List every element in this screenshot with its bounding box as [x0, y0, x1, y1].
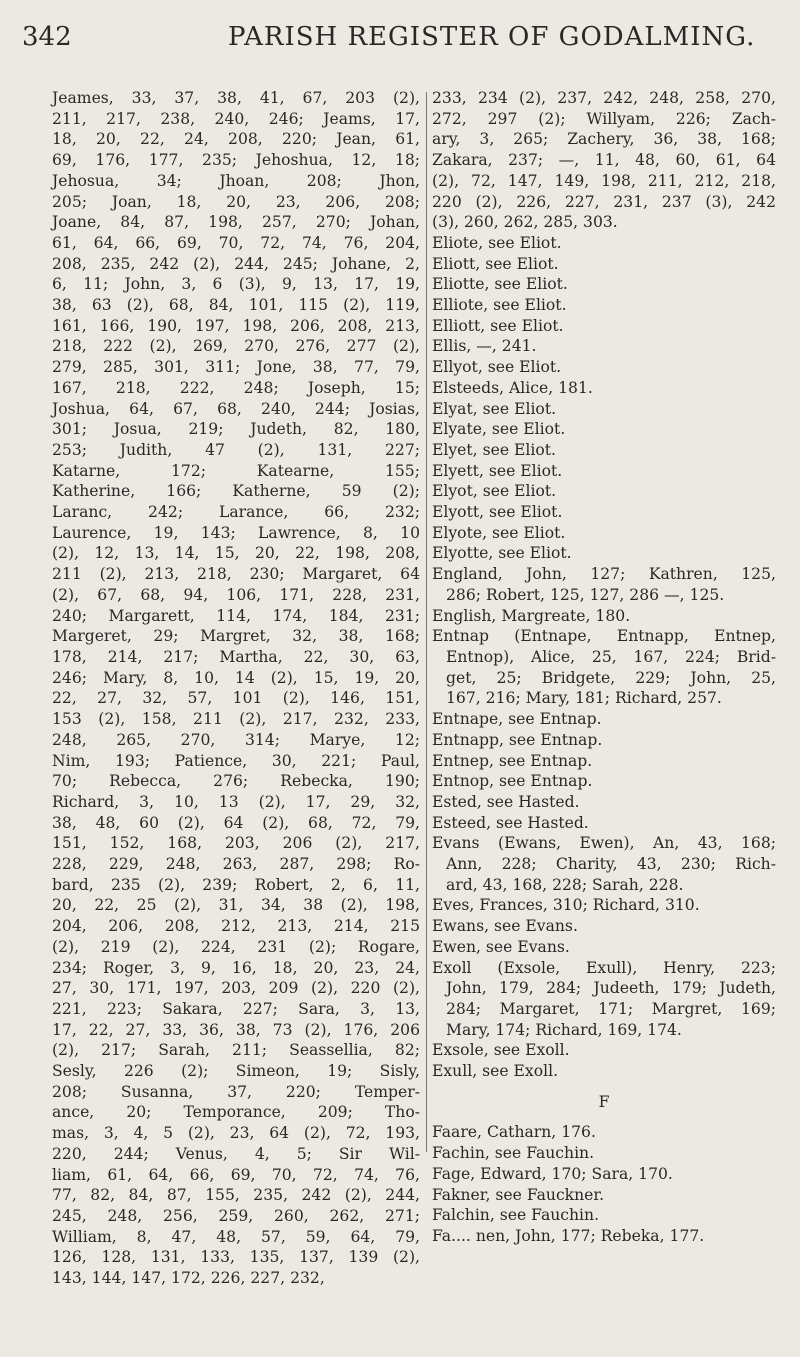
index-line: Laurence, 19, 143; Lawrence, 8, 10 [52, 523, 420, 542]
index-line: Sesly, 226 (2); Simeon, 19; Sisly, [52, 1062, 420, 1081]
index-line: 167, 216; Mary, 181; Richard, 257. [446, 689, 722, 708]
index-line: 228, 229, 248, 263, 287, 298; Ro- [52, 855, 420, 874]
page-title: PARISH REGISTER OF GODALMING. [228, 22, 756, 52]
index-line: Falchin, see Fauchin. [432, 1206, 600, 1225]
index-line: Exull, see Exoll. [432, 1062, 559, 1081]
index-line: Joshua, 64, 67, 68, 240, 244; Josias, [52, 399, 420, 418]
index-entry [432, 958, 776, 1041]
index-line: Ellyot, see Eliot. [432, 358, 562, 377]
index-entry [432, 916, 776, 937]
index-line: England, John, 127; Kathren, 125, [432, 565, 776, 584]
index-entry [432, 730, 776, 751]
index-entry [432, 88, 776, 233]
left-column [52, 88, 420, 1289]
index-line: 221, 223; Sakara, 227; Sara, 3, 13, [52, 999, 420, 1018]
index-line: 205; Joan, 18, 20, 23, 206, 208; [52, 192, 420, 211]
index-line: 17, 22, 27, 33, 36, 38, 73 (2), 176, 206 [52, 1020, 420, 1039]
index-line: 27, 30, 171, 197, 203, 209 (2), 220 (2), [52, 979, 420, 998]
index-entry [432, 771, 776, 792]
index-line: 218, 222 (2), 269, 270, 276, 277 (2), [52, 337, 420, 356]
index-line: Entnop, see Entnap. [432, 772, 593, 791]
index-line: mas, 3, 4, 5 (2), 23, 64 (2), 72, 193, [52, 1124, 420, 1143]
index-entry [432, 564, 776, 605]
index-line: English, Margreate, 180. [432, 606, 631, 625]
index-line: ard, 43, 168, 228; Sarah, 228. [446, 875, 684, 894]
index-line: 272, 297 (2); Willyam, 226; Zach- [432, 109, 776, 128]
index-line: 38, 48, 60 (2), 64 (2), 68, 72, 79, [52, 813, 420, 832]
index-line: Fa.... nen, John, 177; Rebeka, 177. [432, 1226, 705, 1245]
index-line: 70; Rebecca, 276; Rebecka, 190; [52, 772, 420, 791]
index-entry [432, 1122, 776, 1143]
index-line: Fakner, see Fauckner. [432, 1185, 605, 1204]
index-entry [432, 481, 776, 502]
index-line: Fachin, see Fauchin. [432, 1144, 595, 1163]
index-line: 286; Robert, 125, 127, 286 —, 125. [446, 585, 725, 604]
index-line: 38, 63 (2), 68, 84, 101, 115 (2), 119, [52, 296, 420, 315]
index-entry [432, 316, 776, 337]
index-line: Mary, 174; Richard, 169, 174. [446, 1020, 682, 1039]
index-line: 153 (2), 158, 211 (2), 217, 232, 233, [52, 710, 420, 729]
index-line: Eves, Frances, 310; Richard, 310. [432, 896, 700, 915]
index-entry [432, 336, 776, 357]
index-line: William, 8, 47, 48, 57, 59, 64, 79, [52, 1227, 420, 1246]
index-entry [432, 254, 776, 275]
index-line: Evans (Ewans, Ewen), An, 43, 168; [432, 834, 776, 853]
column-divider [426, 92, 427, 1152]
index-line: Eliott, see Eliot. [432, 254, 559, 273]
index-line: Katherine, 166; Katherne, 59 (2); [52, 482, 420, 501]
index-line: Elyote, see Eliot. [432, 523, 566, 542]
index-line: bard, 235 (2), 239; Robert, 2, 6, 11, [52, 875, 420, 894]
index-line: 208, 235, 242 (2), 244, 245; Johane, 2, [52, 254, 420, 273]
index-line: Ellis, —, 241. [432, 337, 537, 356]
right-column [432, 88, 776, 1247]
index-line: 151, 152, 168, 203, 206 (2), 217, [52, 834, 420, 853]
index-line: Fage, Edward, 170; Sara, 170. [432, 1164, 673, 1183]
index-line: Nim, 193; Patience, 30, 221; Paul, [52, 751, 420, 770]
index-line: Faare, Catharn, 176. [432, 1123, 596, 1142]
index-entry [432, 1226, 776, 1247]
index-line: 301; Josua, 219; Judeth, 82, 180, [52, 420, 420, 439]
index-line: Elyet, see Eliot. [432, 440, 556, 459]
index-entry [432, 709, 776, 730]
index-line: Joane, 84, 87, 198, 257, 270; Johan, [52, 213, 420, 232]
index-line: Esteed, see Hasted. [432, 813, 589, 832]
index-entry [432, 233, 776, 254]
index-line: 220 (2), 226, 227, 231, 237 (3), 242 [432, 192, 776, 211]
index-entry [432, 833, 776, 895]
index-line: Elyett, see Eliot. [432, 461, 563, 480]
index-entry [432, 813, 776, 834]
index-line: 220, 244; Venus, 4, 5; Sir Wil- [52, 1144, 420, 1163]
index-line: 211, 217, 238, 240, 246; Jeams, 17, [52, 109, 420, 128]
index-line: 211 (2), 213, 218, 230; Margaret, 64 [52, 565, 420, 584]
index-entry [432, 751, 776, 772]
index-line: Ewans, see Evans. [432, 917, 578, 936]
index-line: Zakara, 237; —, 11, 48, 60, 61, 64 [432, 151, 776, 170]
index-line: Richard, 3, 10, 13 (2), 17, 29, 32, [52, 792, 420, 811]
index-entry [432, 1205, 776, 1226]
index-line: (2), 219 (2), 224, 231 (2); Rogare, [52, 937, 420, 956]
index-entry [432, 1040, 776, 1061]
index-line: 161, 166, 190, 197, 198, 206, 208, 213, [52, 316, 420, 335]
index-line: get, 25; Bridgete, 229; John, 25, [446, 668, 776, 687]
index-entry [432, 792, 776, 813]
index-line: liam, 61, 64, 66, 69, 70, 72, 74, 76, [52, 1165, 420, 1184]
index-entry [432, 1164, 776, 1185]
index-line: ary, 3, 265; Zachery, 36, 38, 168; [432, 130, 776, 149]
index-entry [432, 543, 776, 564]
index-line: (2), 12, 13, 14, 15, 20, 22, 198, 208, [52, 544, 420, 563]
index-line: John, 179, 284; Judeeth, 179; Judeth, [446, 979, 776, 998]
index-entry [432, 895, 776, 916]
section-letter-heading: F [598, 1092, 610, 1111]
index-entry [432, 937, 776, 958]
index-line: 284; Margaret, 171; Margret, 169; [446, 999, 776, 1018]
index-line: (3), 260, 262, 285, 303. [432, 213, 618, 232]
index-line: 240; Margarett, 114, 174, 184, 231; [52, 606, 420, 625]
index-line: 20, 22, 25 (2), 31, 34, 38 (2), 198, [52, 896, 420, 915]
index-entry [432, 626, 776, 709]
index-line: 245, 248, 256, 259, 260, 262, 271; [52, 1206, 420, 1225]
index-entry [432, 440, 776, 461]
index-line: Ann, 228; Charity, 43, 230; Rich- [446, 855, 776, 874]
index-line: (2), 72, 147, 149, 198, 211, 212, 218, [432, 171, 776, 190]
index-line: Katarne, 172; Katearne, 155; [52, 461, 420, 480]
index-line: Elliott, see Eliot. [432, 316, 564, 335]
index-line: 279, 285, 301, 311; Jone, 38, 77, 79, [52, 358, 420, 377]
index-line: 233, 234 (2), 237, 242, 248, 258, 270, [432, 89, 776, 107]
index-line: Exsole, see Exoll. [432, 1041, 570, 1060]
index-line: Elyotte, see Eliot. [432, 544, 572, 563]
index-line: 208; Susanna, 37, 220; Temper- [52, 1082, 420, 1101]
index-line: 22, 27, 32, 57, 101 (2), 146, 151, [52, 689, 420, 708]
index-line: 253; Judith, 47 (2), 131, 227; [52, 440, 420, 459]
index-line: Elyot, see Eliot. [432, 482, 557, 501]
index-entry [432, 461, 776, 482]
index-entry [432, 523, 776, 544]
index-entry [432, 399, 776, 420]
index-line: Entnap (Entnape, Entnapp, Entnep, [432, 627, 776, 646]
index-line: Elyat, see Eliot. [432, 399, 557, 418]
index-line: 167, 218, 222, 248; Joseph, 15; [52, 378, 420, 397]
index-line: (2), 67, 68, 94, 106, 171, 228, 231, [52, 585, 420, 604]
index-line: Elliote, see Eliot. [432, 296, 567, 315]
index-line: Elyott, see Eliot. [432, 503, 563, 522]
index-entry [432, 502, 776, 523]
index-line: Elsteeds, Alice, 181. [432, 378, 593, 397]
index-line: Entnep, see Entnap. [432, 751, 593, 770]
index-entry [432, 606, 776, 627]
index-line: 6, 11; John, 3, 6 (3), 9, 13, 17, 19, [52, 275, 420, 294]
index-line: Jeames, 33, 37, 38, 41, 67, 203 (2), [52, 89, 420, 107]
index-line: Entnapp, see Entnap. [432, 730, 603, 749]
index-line: Margeret, 29; Margret, 32, 38, 168; [52, 627, 420, 646]
page-number: 342 [22, 22, 72, 52]
index-line: ance, 20; Temporance, 209; Tho- [52, 1103, 420, 1122]
index-line: 18, 20, 22, 24, 208, 220; Jean, 61, [52, 130, 420, 149]
index-line: Eliote, see Eliot. [432, 233, 562, 252]
index-line: Elyate, see Eliot. [432, 420, 566, 439]
index-line: 77, 82, 84, 87, 155, 235, 242 (2), 244, [52, 1186, 420, 1205]
index-line: Ested, see Hasted. [432, 792, 580, 811]
index-line: 234; Roger, 3, 9, 16, 18, 20, 23, 24, [52, 958, 420, 977]
index-line: Ewen, see Evans. [432, 937, 570, 956]
index-line: Exoll (Exsole, Exull), Henry, 223; [432, 958, 776, 977]
index-line: 248, 265, 270, 314; Marye, 12; [52, 730, 420, 749]
index-line: 178, 214, 217; Martha, 22, 30, 63, [52, 647, 420, 666]
index-line: Laranc, 242; Larance, 66, 232; [52, 503, 420, 522]
index-line: Entnape, see Entnap. [432, 710, 602, 729]
index-line: Eliotte, see Eliot. [432, 275, 568, 294]
index-entry [432, 295, 776, 316]
index-line: Entnop), Alice, 25, 167, 224; Brid- [446, 647, 776, 666]
index-entry [432, 378, 776, 399]
index-line: 69, 176, 177, 235; Jehoshua, 12, 18; [52, 151, 420, 170]
index-entry [432, 1143, 776, 1164]
index-line: 143, 144, 147, 172, 226, 227, 232, [52, 1269, 325, 1288]
index-line: 246; Mary, 8, 10, 14 (2), 15, 19, 20, [52, 668, 420, 687]
index-line: 126, 128, 131, 133, 135, 137, 139 (2), [52, 1248, 420, 1267]
index-entry [432, 274, 776, 295]
index-entry [432, 419, 776, 440]
index-entry [432, 1185, 776, 1206]
index-line: 61, 64, 66, 69, 70, 72, 74, 76, 204, [52, 233, 420, 252]
index-line: 204, 206, 208, 212, 213, 214, 215 [52, 917, 420, 936]
index-entry [432, 357, 776, 378]
index-line: Jehosua, 34; Jhoan, 208; Jhon, [52, 171, 420, 190]
index-entry [432, 1061, 776, 1082]
index-line: (2), 217; Sarah, 211; Seassellia, 82; [52, 1041, 420, 1060]
